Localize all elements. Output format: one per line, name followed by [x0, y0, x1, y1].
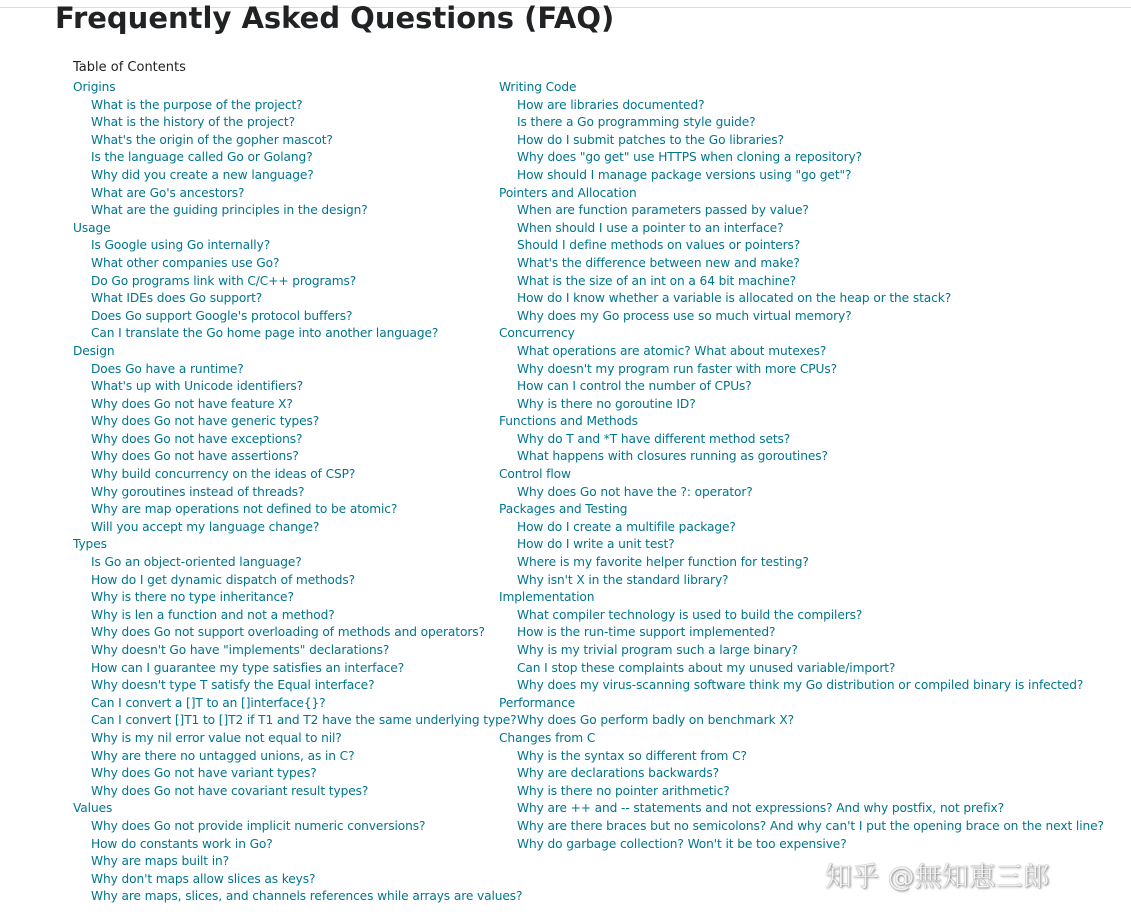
toc-question-link[interactable]: Why are maps, slices, and channels references while arrays are values?: [91, 889, 523, 904]
toc-question-link[interactable]: What compiler technology is used to build the compilers?: [517, 607, 863, 622]
toc-question-link[interactable]: How do constants work in Go?: [91, 836, 273, 851]
toc-question-link[interactable]: How do I know whether a variable is allocated on the heap or the stack?: [517, 291, 952, 306]
toc-question-link[interactable]: How do I write a unit test?: [517, 537, 675, 552]
toc-question-link[interactable]: What is the history of the project?: [91, 115, 295, 130]
toc-section-concurrency: [499, 325, 1104, 413]
toc-section-link[interactable]: Changes from C: [499, 730, 596, 745]
toc-section-changes-from-c: [499, 730, 1104, 853]
toc-question-link[interactable]: Can I stop these complaints about my unused variable/import?: [517, 660, 896, 675]
toc-question-link[interactable]: Is Go an object-oriented language?: [91, 555, 302, 570]
toc-section-link[interactable]: Values: [73, 801, 113, 816]
toc-question-link[interactable]: Why doesn't my program run faster with more CPUs?: [517, 361, 837, 376]
toc-section-control-flow: [499, 466, 1104, 501]
toc-section-performance: [499, 695, 1104, 730]
toc-section-link[interactable]: Packages and Testing: [499, 502, 628, 517]
toc-question-list: [499, 748, 1104, 854]
toc-section-link[interactable]: Concurrency: [499, 326, 575, 341]
toc-question-link[interactable]: What operations are atomic? What about mutexes?: [517, 343, 827, 358]
toc-question-link[interactable]: Should I define methods on values or pointers?: [517, 238, 801, 253]
toc-question-list: [499, 607, 1104, 695]
toc-question-link[interactable]: Why does Go not have covariant result types?: [91, 783, 369, 798]
toc-question-link[interactable]: Why is my nil error value not equal to nil?: [91, 730, 342, 745]
toc-question-link[interactable]: Can I convert a []T to an []interface{}?: [91, 695, 326, 710]
toc-question-list: [499, 343, 1104, 413]
toc-question-link[interactable]: Where is my favorite helper function for testing?: [517, 555, 809, 570]
toc-column-left: [73, 79, 522, 906]
toc-question-link[interactable]: How is the run-time support implemented?: [517, 625, 776, 640]
toc-section-link[interactable]: Performance: [499, 695, 576, 710]
toc-question-link[interactable]: How should I manage package versions using "go get"?: [517, 167, 852, 182]
toc-question-link[interactable]: Why are there no untagged unions, as in C?: [91, 748, 355, 763]
toc-question-link[interactable]: Why are maps built in?: [91, 854, 230, 869]
toc-section-link[interactable]: Usage: [73, 220, 111, 235]
toc-question-link[interactable]: How do I create a multifile package?: [517, 519, 736, 534]
toc-question-link[interactable]: Why doesn't type T satisfy the Equal interface?: [91, 678, 375, 693]
toc-section-link[interactable]: Control flow: [499, 467, 571, 482]
toc-question-list: [499, 431, 1104, 466]
toc-question-link[interactable]: How can I control the number of CPUs?: [517, 379, 752, 394]
toc-question-link[interactable]: Why is there no type inheritance?: [91, 590, 294, 605]
toc-question-link[interactable]: Why do T and *T have different method sets?: [517, 431, 791, 446]
toc-question-link[interactable]: What is the purpose of the project?: [91, 97, 303, 112]
toc-question-list: [73, 237, 522, 343]
toc-section-implementation: [499, 589, 1104, 695]
toc-section-link[interactable]: Writing Code: [499, 80, 577, 94]
toc-question-list: [499, 712, 1104, 730]
toc-question-link[interactable]: Do Go programs link with C/C++ programs?: [91, 273, 357, 288]
toc-question-link[interactable]: When should I use a pointer to an interface?: [517, 220, 784, 235]
toc-question-link[interactable]: Why are declarations backwards?: [517, 766, 719, 781]
toc-question-link[interactable]: What are the guiding principles in the design?: [91, 203, 368, 218]
toc-question-list: [499, 519, 1104, 589]
toc-question-link[interactable]: What are Go's ancestors?: [91, 185, 245, 200]
toc-question-link[interactable]: Why does Go not provide implicit numeric conversions?: [91, 818, 426, 833]
toc-question-link[interactable]: Why is there no goroutine ID?: [517, 396, 696, 411]
toc-question-list: [499, 97, 1104, 185]
toc-question-link[interactable]: Why does Go not have feature X?: [91, 396, 293, 411]
toc-question-list: [73, 818, 522, 906]
toc-question-link[interactable]: Why is my trivial program such a large binary?: [517, 643, 798, 657]
toc-question-list: [499, 202, 1104, 325]
toc-section-values: [73, 800, 522, 906]
toc-question-link[interactable]: Why is there no pointer arithmetic?: [517, 783, 730, 798]
toc-section-writing-code: [499, 79, 1104, 185]
toc-question-link[interactable]: What's the difference between new and make?: [517, 255, 800, 270]
zhihu-watermark: 知乎 @無知恵三郎: [825, 862, 1050, 893]
toc-question-link[interactable]: Can I translate the Go home page into another language?: [91, 326, 439, 341]
toc-section-link[interactable]: Types: [73, 537, 107, 552]
toc-question-link[interactable]: Why does Go not have generic types?: [91, 414, 320, 429]
toc-question-link[interactable]: Why is len a function and not a method?: [91, 607, 335, 622]
toc-question-link[interactable]: Why isn't X in the standard library?: [517, 572, 729, 587]
toc-question-link[interactable]: Why does "go get" use HTTPS when cloning a repository?: [517, 150, 863, 165]
toc-question-link[interactable]: Is the language called Go or Golang?: [91, 150, 313, 165]
toc-question-link[interactable]: Will you accept my language change?: [91, 519, 320, 534]
toc-question-link[interactable]: How can I guarantee my type satisfies an interface?: [91, 660, 405, 675]
toc-question-link[interactable]: Why doesn't Go have "implements" declarations?: [91, 643, 390, 657]
toc-question-link[interactable]: Why are ++ and -- statements and not expressions? And why postfix, not prefix?: [517, 801, 1005, 816]
toc-section-link[interactable]: Pointers and Allocation: [499, 185, 637, 200]
toc-question-link[interactable]: Why does Go perform badly on benchmark X?: [517, 713, 794, 728]
toc-section-origins: [73, 79, 522, 220]
toc-question-link[interactable]: How are libraries documented?: [517, 97, 705, 112]
toc-question-link[interactable]: Does Go support Google's protocol buffers?: [91, 308, 353, 323]
toc-question-list: [73, 361, 522, 537]
toc-question-link[interactable]: What IDEs does Go support?: [91, 291, 263, 306]
toc-question-link[interactable]: Why does Go not have variant types?: [91, 766, 317, 781]
toc-question-list: [73, 554, 522, 800]
toc-question-list: [73, 97, 522, 220]
toc-question-link[interactable]: Is Google using Go internally?: [91, 238, 271, 253]
toc-section-types: [73, 536, 522, 800]
toc-question-link[interactable]: Why build concurrency on the ideas of CSP?: [91, 467, 356, 482]
toc-question-link[interactable]: Why does my Go process use so much virtual memory?: [517, 308, 852, 323]
toc-question-link[interactable]: Why does Go not support overloading of methods and operators?: [91, 625, 485, 640]
toc-question-link[interactable]: What is the size of an int on a 64 bit machine?: [517, 273, 797, 288]
toc-question-link[interactable]: When are function parameters passed by value?: [517, 203, 809, 218]
toc-question-link[interactable]: Why does my virus-scanning software think my Go distribution or compiled binary is infected?: [517, 678, 1084, 693]
toc-question-link[interactable]: Why goroutines instead of threads?: [91, 484, 305, 499]
toc-question-link[interactable]: Why do garbage collection? Won't it be too expensive?: [517, 836, 847, 851]
toc-question-list: [499, 484, 1104, 502]
toc-section-design: [73, 343, 522, 537]
toc-question-link[interactable]: How do I get dynamic dispatch of methods?: [91, 572, 356, 587]
toc-question-link[interactable]: Why does Go not have assertions?: [91, 449, 299, 464]
toc-question-link[interactable]: What other companies use Go?: [91, 255, 280, 270]
toc-section-link[interactable]: Functions and Methods: [499, 414, 638, 429]
toc-question-link[interactable]: What's the origin of the gopher mascot?: [91, 132, 333, 147]
toc-question-link[interactable]: Does Go have a runtime?: [91, 361, 244, 376]
toc-section-link[interactable]: Design: [73, 343, 115, 358]
toc-section-usage: [73, 220, 522, 343]
toc-column-right: [499, 79, 1104, 853]
toc-section-packages-and-testing: [499, 501, 1104, 589]
toc-question-link[interactable]: Why are there braces but no semicolons? And why can't I put the opening brace on the next line?: [517, 818, 1104, 833]
toc-heading: Table of Contents: [73, 60, 186, 75]
toc-question-link[interactable]: Why does Go not have the ?: operator?: [517, 484, 753, 499]
toc-question-link[interactable]: Why does Go not have exceptions?: [91, 431, 303, 446]
toc-section-link[interactable]: Origins: [73, 80, 116, 94]
toc-question-link[interactable]: Why don't maps allow slices as keys?: [91, 871, 316, 886]
page-title: Frequently Asked Questions (FAQ): [55, 1, 615, 35]
toc-question-link[interactable]: What's up with Unicode identifiers?: [91, 379, 303, 394]
toc-question-link[interactable]: How do I submit patches to the Go libraries?: [517, 132, 784, 147]
toc-question-link[interactable]: Is there a Go programming style guide?: [517, 115, 756, 130]
toc-question-link[interactable]: Can I convert []T1 to []T2 if T1 and T2 have the same underlying type?: [91, 713, 517, 728]
toc-question-link[interactable]: What happens with closures running as goroutines?: [517, 449, 828, 464]
toc-question-link[interactable]: Why did you create a new language?: [91, 167, 314, 182]
toc-question-link[interactable]: Why are map operations not defined to be atomic?: [91, 502, 398, 517]
toc-question-link[interactable]: Why is the syntax so different from C?: [517, 748, 747, 763]
toc-section-link[interactable]: Implementation: [499, 590, 595, 605]
toc-section-pointers-and-allocation: [499, 185, 1104, 326]
toc-section-functions-and-methods: [499, 413, 1104, 466]
